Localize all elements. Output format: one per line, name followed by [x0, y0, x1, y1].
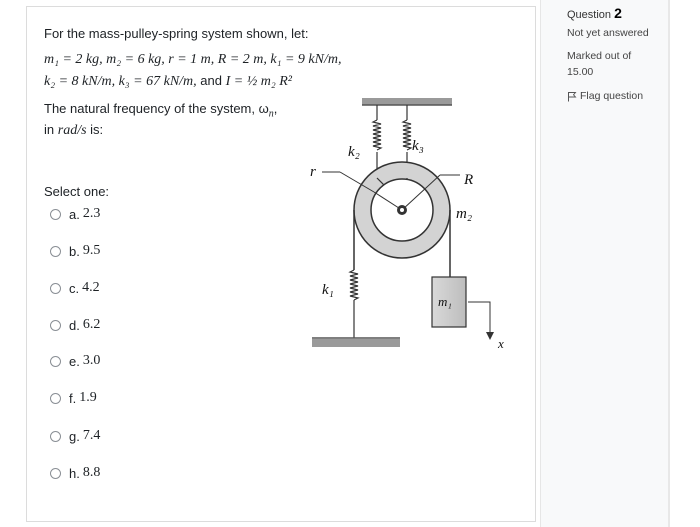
option-value: 1.9 — [79, 390, 97, 405]
x-arrowhead — [486, 332, 494, 340]
ceiling-support — [362, 98, 452, 105]
option-letter: h. — [69, 465, 80, 481]
spring-k1 — [350, 270, 358, 338]
select-one-label: Select one: — [44, 184, 110, 199]
option-g[interactable] — [50, 428, 100, 444]
pulley-axle — [400, 208, 404, 212]
option-letter: f. — [69, 390, 77, 406]
label-R: R — [464, 172, 474, 188]
option-d[interactable] — [50, 317, 100, 333]
label-m2: m₂ — [456, 206, 473, 222]
x-displacement-leader — [468, 302, 490, 332]
option-value: 6.2 — [82, 317, 101, 332]
option-value: 8.8 — [82, 465, 101, 480]
marked-out-of-value: 15.00 — [567, 66, 594, 78]
option-letter: g. — [69, 428, 80, 444]
question-prompt-line1 — [44, 101, 277, 120]
radio-g[interactable] — [50, 431, 61, 442]
question-params-line1: m₁ = 2 kg, m₂ = 6 kg, r = 1 m, R = 2 m, k₁ = 9 kN/m, — [44, 52, 342, 67]
question-info-panel — [540, 0, 668, 527]
option-h[interactable] — [50, 465, 100, 481]
question-params-line2 — [44, 73, 292, 90]
option-value: 3.0 — [82, 353, 101, 368]
params-line2-a: k₂ = 8 kN/m, k₃ = 67 kN/m, — [44, 74, 197, 89]
prompt-units: rad/s — [57, 123, 87, 138]
question-prompt-line2 — [44, 122, 103, 139]
question-word: Question — [567, 9, 612, 21]
option-f[interactable] — [50, 390, 97, 406]
option-letter: e. — [69, 353, 80, 369]
radio-c[interactable] — [50, 283, 61, 294]
label-x: x — [498, 336, 504, 351]
question-intro: For the mass-pulley-spring system shown, let: — [44, 26, 309, 41]
radio-d[interactable] — [50, 320, 61, 331]
radio-b[interactable] — [50, 246, 61, 257]
flag-question-label: Flag question — [580, 90, 644, 102]
radio-e[interactable] — [50, 356, 61, 367]
prompt-is: is: — [90, 122, 104, 137]
option-value: 2.3 — [82, 206, 101, 221]
prompt-comma: , — [273, 101, 278, 116]
flag-icon — [567, 91, 577, 102]
prompt-subscript: n — [268, 108, 274, 120]
pulley-diagram — [300, 92, 530, 357]
answer-status: Not yet answered — [567, 27, 649, 39]
label-k3: k₃ — [412, 138, 424, 154]
prompt-in: in — [44, 122, 55, 137]
params-line2-b: I = ½ m₂ R² — [225, 74, 292, 89]
label-k1: k₁ — [322, 282, 334, 298]
option-letter: c. — [69, 280, 80, 296]
radio-h[interactable] — [50, 468, 61, 479]
option-letter: b. — [69, 243, 80, 259]
option-c[interactable] — [50, 280, 100, 296]
right-divider — [668, 0, 670, 527]
prompt-text: The natural frequency of the system, ω — [44, 101, 269, 116]
floor-support — [312, 339, 400, 347]
option-a[interactable] — [50, 206, 100, 222]
option-value: 7.4 — [82, 428, 101, 443]
marked-out-of-label: Marked out of — [567, 50, 632, 62]
option-value: 4.2 — [82, 280, 100, 295]
radio-f[interactable] — [50, 393, 61, 404]
label-r: r — [310, 164, 316, 180]
option-b[interactable] — [50, 243, 100, 259]
option-letter: a. — [69, 206, 80, 222]
option-value: 9.5 — [82, 243, 101, 258]
radio-a[interactable] — [50, 209, 61, 220]
label-k2: k₂ — [348, 144, 360, 160]
option-e[interactable] — [50, 353, 100, 369]
label-m1: m₁ — [438, 294, 452, 309]
flag-question-link[interactable] — [567, 90, 643, 102]
option-letter: d. — [69, 317, 80, 333]
params-line2-and: and — [200, 73, 222, 88]
question-number: 2 — [614, 5, 622, 21]
question-number-label — [567, 5, 622, 21]
